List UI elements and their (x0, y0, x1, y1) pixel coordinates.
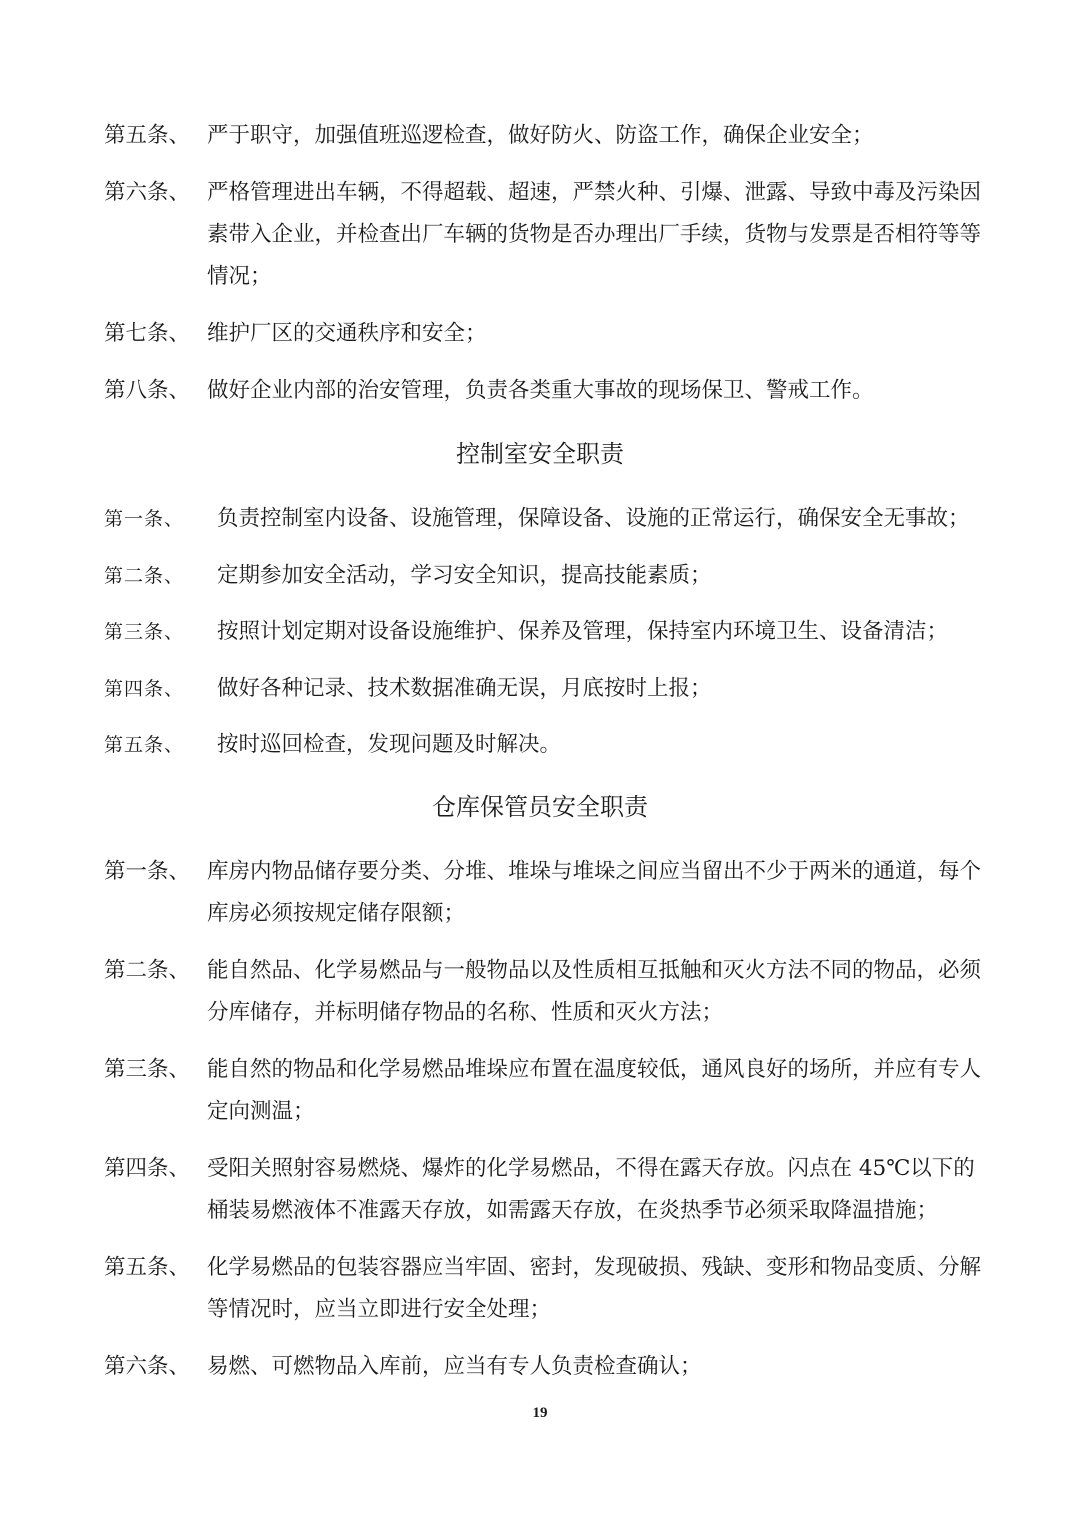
article-item (104, 1346, 984, 1388)
article-label: 第一条、 (104, 859, 191, 884)
article-item (104, 611, 984, 653)
article-item (104, 1148, 984, 1232)
article-label: 第一条、 (104, 508, 185, 530)
article-text: 化学易燃品的包装容器应当牢固、密封，发现破损、残缺、变形和物品变质、分解等情况时，应当立即进行安全处理； (207, 1255, 982, 1322)
article-label: 第五条、 (104, 123, 191, 148)
article-item (104, 370, 984, 412)
article-label: 第二条、 (104, 565, 185, 587)
article-text: 能自然品、化学易燃品与一般物品以及性质相互抵触和灭火方法不同的物品，必须分库储存，并标明储存物品的名称、性质和灭火方法； (207, 958, 982, 1025)
section-title: 控制室安全职责 (456, 440, 624, 468)
article-label: 第五条、 (104, 734, 185, 756)
article-label: 第八条、 (104, 378, 191, 403)
article-text: 按照计划定期对设备设施维护、保养及管理，保持室内环境卫生、设备清洁； (217, 619, 949, 644)
article-label: 第二条、 (104, 958, 191, 983)
article-label: 第四条、 (104, 678, 185, 700)
article-text: 能自然的物品和化学易燃品堆垛应布置在温度较低，通风良好的场所，并应有专人定向测温； (207, 1057, 982, 1124)
article-label: 第六条、 (104, 180, 191, 205)
article-text: 严于职守，加强值班巡逻检查，做好防火、防盗工作，确保企业安全； (207, 123, 874, 148)
article-text: 定期参加安全活动，学习安全知识，提高技能素质； (217, 563, 712, 588)
article-item (104, 950, 984, 1034)
article-label: 第六条、 (104, 1354, 191, 1379)
article-label: 第七条、 (104, 321, 191, 346)
article-item (104, 668, 984, 710)
article-item (104, 724, 984, 766)
article-text: 负责控制室内设备、设施管理，保障设备、设施的正常运行，确保安全无事故； (217, 506, 970, 531)
page-number: 19 (532, 1405, 548, 1421)
article-label: 第五条、 (104, 1255, 191, 1280)
article-item (104, 851, 984, 935)
article-text: 做好企业内部的治安管理，负责各类重大事故的现场保卫、警戒工作。 (207, 378, 874, 403)
article-text: 维护厂区的交通秩序和安全； (207, 321, 487, 346)
article-item (104, 172, 984, 298)
article-text: 严格管理进出车辆，不得超载、超速，严禁火种、引爆、泄露、导致中毒及污染因素带入企业，并检查出厂车辆的货物是否办理出厂手续，货物与发票是否相符等等情况； (207, 180, 982, 289)
article-label: 第三条、 (104, 621, 185, 643)
section-title: 仓库保管员安全职责 (432, 793, 648, 821)
article-item (104, 115, 984, 157)
article-item (104, 1247, 984, 1331)
article-text: 按时巡回检查，发现问题及时解决。 (217, 732, 562, 757)
article-text: 做好各种记录、技术数据准确无误，月底按时上报； (217, 676, 712, 701)
article-item (104, 498, 984, 540)
article-text: 库房内物品储存要分类、分堆、堆垛与堆垛之间应当留出不少于两米的通道，每个库房必须按规定储存限额； (207, 859, 982, 926)
article-item (104, 555, 984, 597)
article-text: 易燃、可燃物品入库前，应当有专人负责检查确认； (207, 1354, 702, 1379)
article-label: 第三条、 (104, 1057, 191, 1082)
article-text: 受阳关照射容易燃烧、爆炸的化学易燃品，不得在露天存放。闪点在 45℃以下的桶装易燃液体不准露天存放，如需露天存放，在炎热季节必须采取降温措施； (207, 1156, 975, 1223)
article-item (104, 1049, 984, 1133)
article-label: 第四条、 (104, 1156, 191, 1181)
article-item (104, 313, 984, 355)
